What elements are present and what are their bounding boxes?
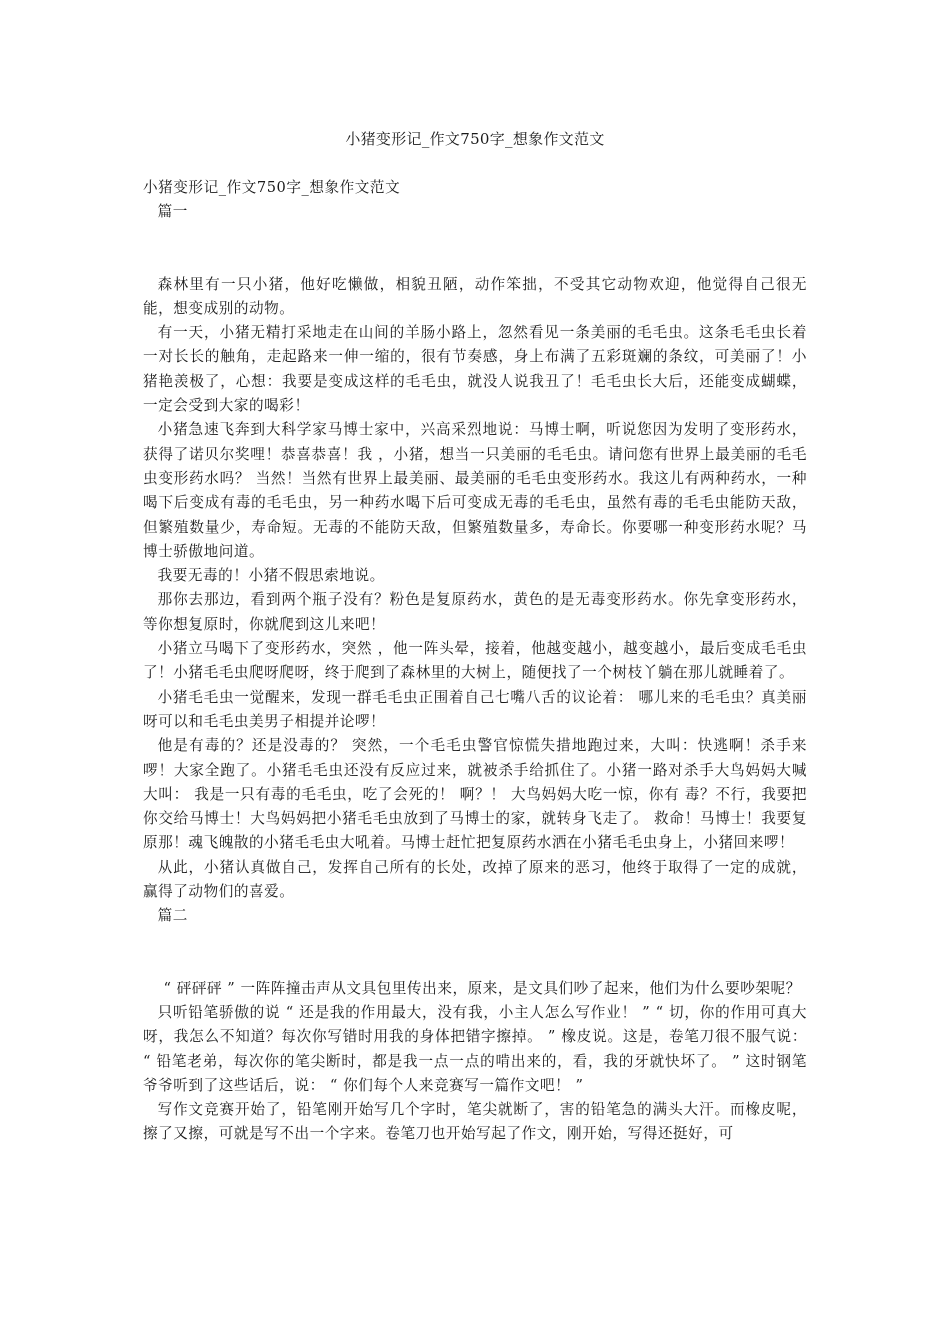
document-subtitle: 小猪变形记_作文750字_想象作文范文 (143, 179, 401, 196)
paragraph: 我要无毒的！小猪不假思索地说。 (157, 567, 385, 585)
paragraph: 小猪毛毛虫一觉醒来，发现一群毛毛虫正围着自己七嘴八舌的议论着： 哪儿来的毛毛虫？真美丽呀可以和毛毛虫美男子相提并论啰！ (143, 688, 807, 730)
document-body (143, 176, 807, 1147)
paragraph: 小猪急速飞奔到大科学家马博士家中，兴高采烈地说：马博士啊，听说您因为发明了变形药水，获得了诺贝尔奖哩！恭喜恭喜！我 ，小猪，想当一只美丽的毛毛虫。请问您有世界上最美丽的毛毛虫变形药水吗？ 当然！当然有世界上最美丽、最美丽的毛毛虫变形药水。我这儿有两种药水，一种喝下后变成有毒的毛毛虫，另一种药水喝下后可变成无毒的毛毛虫，虽然有毒的毛毛虫能防天敌，但繁殖数量少，寿命短。无毒的不能防天敌，但繁殖数量多，寿命长。你要哪一种变形药水呢？马博士骄傲地问道。 (143, 421, 807, 560)
paragraph: 那你去那边，看到两个瓶子没有？粉色是复原药水，黄色的是无毒变形药水。你先拿变形药水，等你想复原时，你就爬到这儿来吧！ (143, 591, 807, 633)
paragraph: 写作文竞赛开始了，铅笔刚开始写几个字时，笔尖就断了，害的铅笔急的满头大汗。而橡皮呢，擦了又擦，可就是写不出一个字来。卷笔刀也开始写起了作文，刚开始，写得还挺好，可 (143, 1101, 807, 1143)
paragraph: 从此，小猪认真做自己，发挥自己所有的长处，改掉了原来的恶习，他终于取得了一定的成就，赢得了动物们的喜爱。 (143, 858, 807, 901)
section-heading-two: 篇二 (157, 907, 188, 925)
paragraph: 他是有毒的？还是没毒的？ 突然，一个毛毛虫警官惊慌失措地跑过来，大叫：快逃啊！杀手来啰！大家全跑了。小猪毛毛虫还没有反应过来，就被杀手给抓住了。小猪一路对杀手大鸟妈妈大喊大叫： 我是一只有毒的毛毛虫，吃了会死的！ 啊？！ 大鸟妈妈大吃一惊，你有 毒？不行，我要把你交给马博士！大鸟妈妈把小猪毛毛虫放到了马博士的家，就转身飞走了。 救命！马博士！我要复原那！魂飞魄散的小猪毛毛虫大吼着。马博士赶忙把复原药水洒在小猪毛毛虫身上，小猪回来啰！ (143, 737, 807, 852)
document-title: 小猪变形记_作文750字_想象作文范文 (345, 130, 605, 148)
paragraph: 只听铅笔骄傲的说 “ 还是我的作用最大，没有我，小主人怎么写作业！ ” “ 切，你的作用可真大呀，我怎么不知道？每次你写错时用我的身体把错字擦掉。 ” 橡皮说。这是，卷笔刀很不服气说： “ 铅笔老弟，每次你的笔尖断时，都是我一点一点的啃出来的，看，我的牙就快坏了。 ” 这时钢笔爷爷听到了这些话后，说： “ 你们每个人来竞赛写一篇作文吧！ ” (143, 1003, 807, 1094)
paragraph: 小猪立马喝下了变形药水，突然 ，他一阵头晕，接着，他越变越小，越变越小，最后变成毛毛虫了！小猪毛毛虫爬呀爬呀，终于爬到了森林里的大树上，随便找了一个树枝丫躺在那儿就睡着了。 (143, 640, 807, 682)
paragraph: 森林里有一只小猪，他好吃懒做，相貌丑陋，动作笨拙，不受其它动物欢迎，他觉得自己很无能，想变成别的动物。 (143, 275, 807, 317)
paragraph: 有一天，小猪无精打采地走在山间的羊肠小路上，忽然看见一条美丽的毛毛虫。这条毛毛虫长着一对长长的触角，走起路来一伸一缩的，很有节奏感，身上布满了五彩斑斓的条纹，可美丽了！小猪艳羡极了，心想：我要是变成这样的毛毛虫，就没人说我丑了！毛毛虫长大后，还能变成蝴蝶，一定会受到大家的喝彩！ (143, 324, 807, 415)
paragraph: “ 砰砰砰 ” 一阵阵撞击声从文具包里传出来，原来，是文具们吵了起来，他们为什么要吵架呢？ (163, 979, 801, 997)
section-heading-one: 篇一 (157, 203, 188, 221)
